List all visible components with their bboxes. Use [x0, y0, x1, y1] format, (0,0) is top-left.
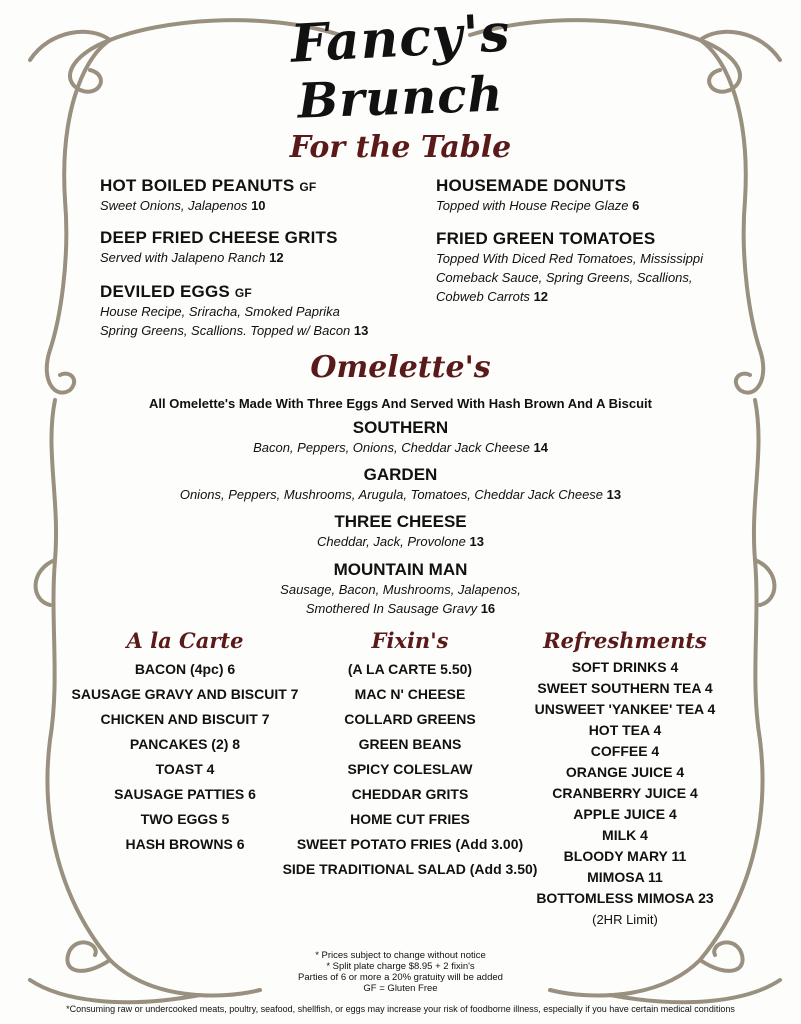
list-item: COFFEE 4 — [590, 743, 660, 759]
footer-note: * Split plate charge $8.95 + 2 fixin's — [326, 961, 475, 972]
item-price: 6 — [632, 198, 640, 213]
item-description: Topped With Diced Red Tomatoes, Mississippi — [436, 251, 703, 266]
list-item: HOT TEA 4 — [588, 722, 662, 738]
item-name: DEEP FRIED CHEESE GRITS — [100, 228, 338, 247]
omelette-name: GARDEN — [363, 465, 438, 484]
item-description: Spring Greens, Scallions. Topped w/ Bacon — [100, 323, 351, 338]
list-item: SOFT DRINKS 4 — [571, 659, 679, 675]
list-item: SIDE TRADITIONAL SALAD (Add 3.50) — [282, 861, 538, 877]
menu-item — [100, 176, 316, 215]
omelette-name: MOUNTAIN MAN — [333, 560, 468, 579]
a-la-carte-heading: A la Carte — [126, 628, 244, 653]
menu-item — [100, 228, 338, 267]
menu-item — [436, 176, 639, 215]
list-item: BLOODY MARY 11 — [563, 848, 687, 864]
fixins-heading: Fixin's — [371, 628, 449, 653]
list-item: COLLARD GREENS — [344, 711, 476, 727]
omelette-name: SOUTHERN — [352, 418, 449, 437]
menu-item — [100, 282, 368, 340]
omelette-description: Cheddar, Jack, Provolone — [317, 534, 466, 549]
list-item: ORANGE JUICE 4 — [565, 764, 685, 780]
item-description: Comeback Sauce, Spring Greens, Scallions, — [436, 270, 693, 285]
footer-note: * Prices subject to change without notice — [315, 950, 486, 961]
omelette-price: 13 — [606, 487, 622, 502]
footer-note: Parties of 6 or more a 20% gratuity will be added — [298, 972, 503, 983]
list-item: GREEN BEANS — [358, 736, 462, 752]
list-item: TWO EGGS 5 — [140, 811, 230, 827]
section-heading-for-the-table: For the Table — [289, 130, 512, 165]
item-description: Sweet Onions, Jalapenos — [100, 198, 248, 213]
omelette-item — [0, 465, 801, 504]
item-price: 13 — [353, 323, 369, 338]
menu-item — [436, 229, 703, 306]
item-name: HOT BOILED PEANUTS — [100, 176, 295, 195]
omelette-description: Smothered In Sausage Gravy — [305, 601, 478, 616]
list-item: BACON (4pc) 6 — [134, 661, 236, 677]
item-description: House Recipe, Sriracha, Smoked Paprika — [100, 304, 340, 319]
omelette-description: Onions, Peppers, Mushrooms, Arugula, Tomatoes, Cheddar Jack Cheese — [179, 487, 604, 502]
omelette-price: 13 — [469, 534, 484, 549]
omelette-item — [0, 560, 801, 618]
item-name: FRIED GREEN TOMATOES — [436, 229, 656, 248]
omelette-intro: All Omelette's Made With Three Eggs And Served With Hash Brown And A Biscuit — [149, 396, 652, 411]
list-item: HOME CUT FRIES — [350, 811, 470, 827]
omelette-description: Sausage, Bacon, Mushrooms, Jalapenos, — [280, 582, 521, 597]
omelette-description: Bacon, Peppers, Onions, Cheddar Jack Cheese — [253, 440, 530, 455]
list-item: BOTTOMLESS MIMOSA 23 — [536, 890, 714, 906]
list-item: HASH BROWNS 6 — [125, 836, 245, 852]
list-item: UNSWEET 'YANKEE' TEA 4 — [534, 701, 716, 717]
item-price: 12 — [269, 250, 284, 265]
list-item: SWEET SOUTHERN TEA 4 — [537, 680, 713, 696]
food-safety-disclaimer: *Consuming raw or undercooked meats, poultry, seafood, shellfish, or eggs may increase your risk of foodborne illness, especially if you have certain medical conditions — [66, 1004, 735, 1014]
list-item: MIMOSA 11 — [587, 869, 663, 885]
item-description: Topped with House Recipe Glaze — [436, 198, 629, 213]
item-price: 12 — [533, 289, 549, 304]
refreshments-column — [515, 628, 735, 930]
menu-title-line1: Fancy's — [289, 2, 512, 75]
list-item: SWEET POTATO FRIES (Add 3.00) — [296, 836, 524, 852]
item-name: HOUSEMADE DONUTS — [436, 176, 627, 195]
omelette-item — [0, 418, 801, 457]
item-name: DEVILED EGGS — [100, 282, 230, 301]
item-description: Served with Jalapeno Ranch — [100, 250, 266, 265]
refreshments-heading: Refreshments — [543, 628, 707, 653]
item-description: Cobweb Carrots — [436, 289, 530, 304]
omelette-item — [0, 512, 801, 551]
section-heading-omelettes: Omelette's — [310, 350, 491, 385]
list-item: SAUSAGE PATTIES 6 — [114, 786, 256, 802]
list-item: MAC N' CHEESE — [354, 686, 466, 702]
list-item: APPLE JUICE 4 — [573, 806, 677, 822]
list-item: SAUSAGE GRAVY AND BISCUIT 7 — [71, 686, 299, 702]
gluten-free-tag: GF — [234, 286, 252, 300]
item-price: 10 — [251, 198, 266, 213]
list-item: (A LA CARTE 5.50) — [347, 661, 473, 677]
gluten-free-tag: GF — [299, 180, 317, 194]
list-item: SPICY COLESLAW — [347, 761, 473, 777]
fixins-column — [270, 628, 550, 882]
list-item-note: (2HR Limit) — [592, 912, 658, 927]
list-item: CHEDDAR GRITS — [351, 786, 469, 802]
omelette-name: THREE CHEESE — [334, 512, 467, 531]
list-item: MILK 4 — [602, 827, 648, 843]
list-item: TOAST 4 — [155, 761, 215, 777]
list-item: CRANBERRY JUICE 4 — [552, 785, 698, 801]
list-item: PANCAKES (2) 8 — [129, 736, 241, 752]
footer-notes — [0, 950, 801, 994]
menu-title-line2: Brunch — [296, 66, 505, 130]
omelette-price: 16 — [480, 601, 496, 616]
omelette-price: 14 — [533, 440, 548, 455]
footer-note: GF = Gluten Free — [363, 983, 438, 994]
list-item: CHICKEN AND BISCUIT 7 — [100, 711, 270, 727]
